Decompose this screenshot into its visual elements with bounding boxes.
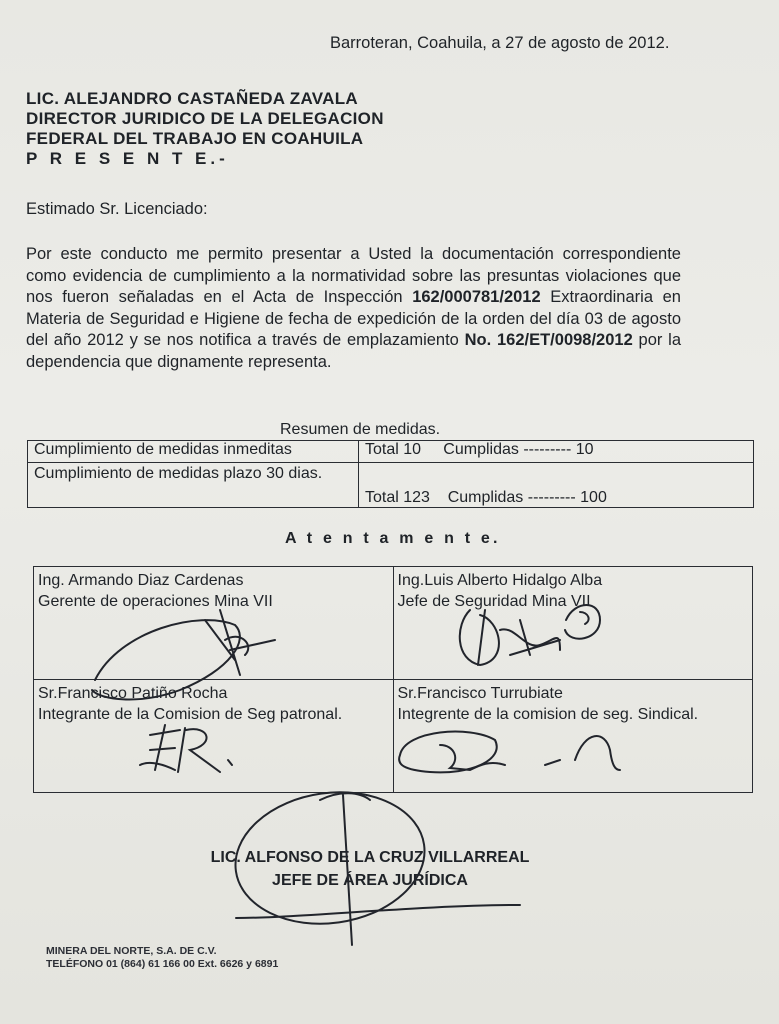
resumen-cumplidas: Cumplidas --------- 100	[447, 489, 607, 506]
chief-name: LIC. ALFONSO DE LA CRUZ VILLARREAL	[210, 849, 530, 866]
addressee-name: LIC. ALEJANDRO CASTAÑEDA ZAVALA	[26, 89, 358, 108]
resumen-table	[27, 440, 754, 508]
chief-block	[190, 846, 550, 892]
signatory-name: Sr.Francisco Patiño Rocha	[38, 685, 228, 702]
signatory-cell	[34, 680, 394, 793]
resumen-total: Total 123	[365, 489, 430, 506]
signatory-name: Ing. Armando Diaz Cardenas	[38, 572, 244, 589]
presente-line: P R E S E N T E.-	[26, 149, 229, 168]
table-row	[28, 463, 754, 508]
signatory-role: Gerente de operaciones Mina VII	[38, 593, 273, 610]
resumen-values	[359, 463, 754, 508]
resumen-cumplidas: Cumplidas --------- 10	[443, 441, 594, 458]
signatory-role: Jefe de Seguridad Mina VII	[397, 593, 591, 610]
resumen-label: Cumplimiento de medidas plazo 30 dias.	[28, 463, 359, 508]
body-paragraph	[26, 244, 681, 373]
signatures-table	[33, 566, 753, 793]
signatory-name: Sr.Francisco Turrubiate	[397, 685, 563, 702]
body-part3: por la dependencia que dignamente representa.	[26, 331, 682, 371]
footer	[46, 945, 278, 971]
chief-title: JEFE DE ÁREA JURÍDICA	[272, 872, 468, 889]
resumen-label: Cumplimiento de medidas inmeditas	[28, 441, 359, 463]
signatory-role: Integrante de la Comision de Seg patronal.	[38, 706, 343, 723]
greeting: Estimado Sr. Licenciado:	[26, 200, 208, 218]
closing: A t e n t a m e n t e.	[285, 530, 501, 547]
signatory-name: Ing.Luis Alberto Hidalgo Alba	[397, 572, 603, 589]
acta-number: 162/000781/2012	[412, 288, 541, 306]
table-row	[28, 441, 754, 463]
body-part2: Extraordinaria en Materia de Seguridad e Higiene de fecha de expedición de la orden del día 03 de agosto del año 2012 y se nos notifica a través de emplazamiento	[26, 288, 681, 349]
signatory-cell	[34, 567, 394, 680]
addressee-block	[26, 89, 384, 169]
signatory-cell	[393, 567, 753, 680]
resumen-title: Resumen de medidas.	[280, 421, 441, 438]
signatory-role: Integrente de la comision de seg. Sindical.	[397, 706, 699, 723]
body-part1: Por este conducto me permito presentar a Usted la documentación correspondiente como evidencia de cumplimiento a la normatividad sobre las presuntas violaciones que nos fueron señaladas en el Acta de Inspección	[26, 245, 681, 306]
footer-company: MINERA DEL NORTE, S.A. DE C.V.	[46, 945, 217, 957]
date-line: Barroteran, Coahuila, a 27 de agosto de 2012.	[330, 34, 670, 52]
resumen-total: Total 10	[365, 441, 422, 458]
resumen-values	[359, 441, 754, 463]
addressee-title-line2: FEDERAL DEL TRABAJO EN COAHUILA	[26, 129, 364, 148]
addressee-title-line1: DIRECTOR JURIDICO DE LA DELEGACION	[26, 109, 384, 128]
emplazamiento-number: No. 162/ET/0098/2012	[464, 331, 633, 349]
signatory-cell	[393, 680, 753, 793]
footer-phone: TELÉFONO 01 (864) 61 166 00 Ext. 6626 y 6891	[46, 958, 279, 970]
